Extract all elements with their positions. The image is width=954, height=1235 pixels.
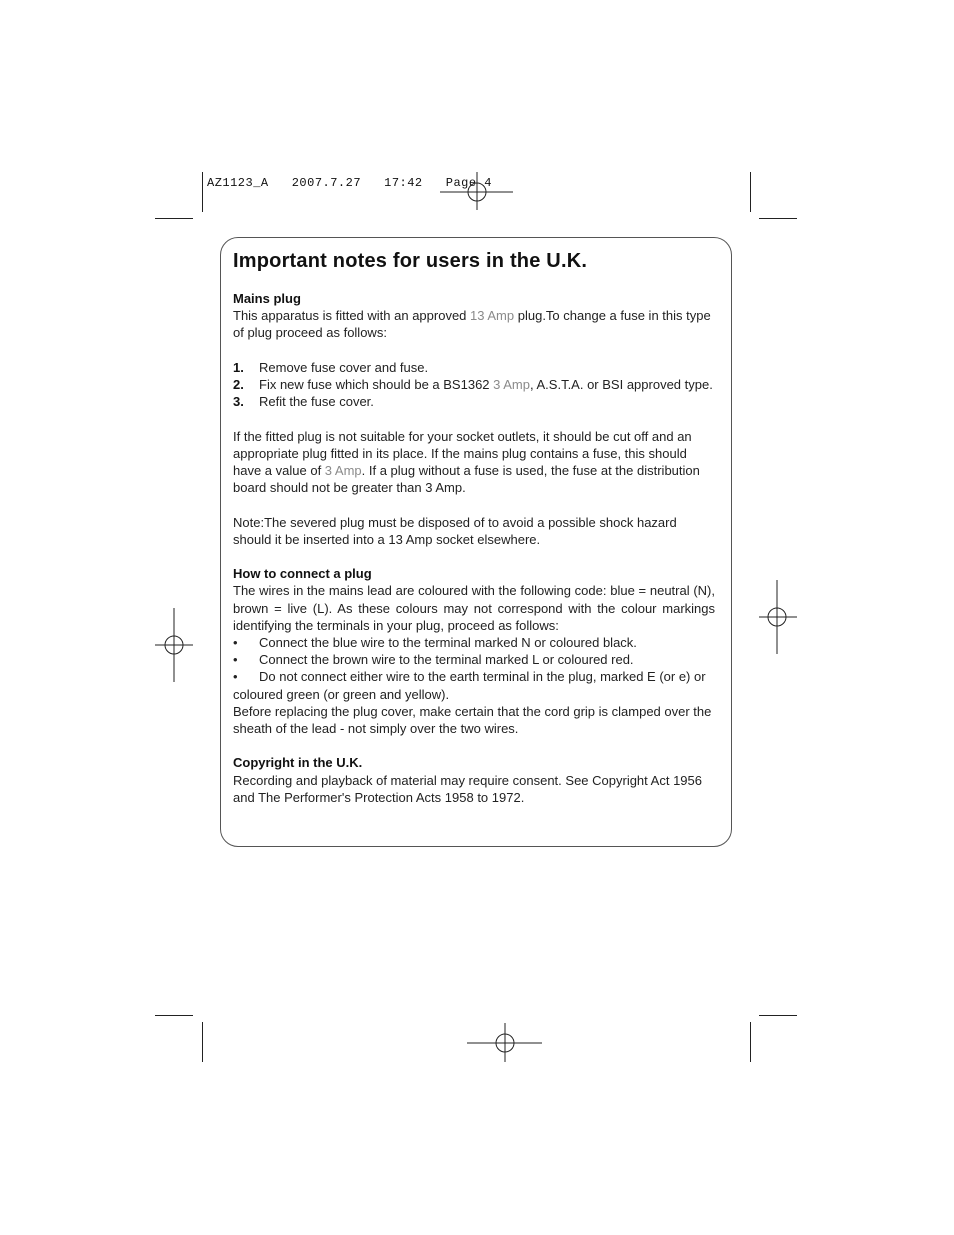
wire-bullet-item	[233, 634, 715, 651]
copyright-heading: Copyright in the U.K.	[233, 755, 363, 771]
registration-mark-left	[155, 608, 193, 682]
print-slug: AZ1123_A 2007.7.27 17:42 Page 4	[207, 176, 492, 190]
bullet-text: Do not connect either wire to the earth terminal in the plug, marked E (or e) or coloured green (or green and yellow).	[233, 669, 706, 702]
step-number: 2.	[233, 377, 244, 392]
mains-plug-intro-text: This apparatus is fitted with an approved	[233, 308, 471, 324]
notice-content	[233, 290, 715, 806]
fuse-steps-list	[233, 359, 715, 411]
wire-bullet-item	[233, 651, 715, 668]
registration-mark-right	[759, 580, 797, 654]
fuse-step	[233, 376, 715, 393]
step-number: 1.	[233, 359, 244, 375]
paragraph-text: If the fitted plug is not suitable for your socket outlets, it should be cut off and an appropriate plug fitted in its place. If the mains plug contains a fuse, this should have a value of	[233, 428, 692, 478]
step-text-2: , A.S.T.A. or BSI approved type.	[530, 377, 713, 392]
bullet-icon: •	[233, 669, 238, 685]
fuse-step	[233, 359, 715, 376]
wire-code-paragraph: The wires in the mains lead are coloured with the following code: blue = neutral (N), brown = live (L). As these colours may not correspond with the colour markings identifying the terminals in your plug, proceed as follows:	[233, 583, 715, 633]
connect-plug-heading: How to connect a plug	[233, 566, 372, 582]
bullet-text: Connect the blue wire to the terminal marked N or coloured black.	[259, 635, 637, 650]
step-number: 3.	[233, 394, 244, 410]
amp-rating-highlight: 3 Amp	[324, 463, 362, 478]
unsuitable-plug-paragraph	[233, 428, 715, 497]
step-text: Refit the fuse cover.	[259, 394, 374, 410]
amp-rating-highlight: 3 Amp	[493, 377, 530, 392]
bullet-icon: •	[233, 635, 238, 650]
bullet-text: Connect the brown wire to the terminal marked L or coloured red.	[259, 652, 634, 668]
step-text: Fix new fuse which should be a BS1362	[259, 377, 494, 392]
wire-bullet-item	[233, 668, 715, 702]
registration-mark-bottom	[467, 1023, 542, 1062]
mains-plug-intro	[233, 307, 715, 341]
mains-plug-heading: Mains plug	[233, 291, 301, 306]
amp-rating-highlight: 13 Amp	[470, 308, 515, 324]
paragraph-text-2: . If a plug without a fuse is used, the fuse at the distribution board should not be greater than 3 Amp.	[233, 463, 700, 496]
step-text: Remove fuse cover and fuse.	[259, 359, 429, 375]
fuse-step	[233, 393, 715, 410]
page-title: Important notes for users in the U.K.	[233, 250, 588, 272]
mains-plug-intro-text-2: plug.To change a fuse in this type of plug proceed as follows:	[233, 308, 711, 341]
bullet-icon: •	[233, 652, 238, 668]
copyright-paragraph: Recording and playback of material may require consent. See Copyright Act 1956 and The Performer's Protection Acts 1958 to 1972.	[233, 772, 702, 805]
disposal-note: Note:The severed plug must be disposed of to avoid a possible shock hazard should it be inserted into a 13 Amp socket elsewhere.	[233, 514, 677, 547]
cord-grip-paragraph: Before replacing the plug cover, make certain that the cord grip is clamped over the sheath of the lead - not simply over the two wires.	[233, 703, 712, 737]
